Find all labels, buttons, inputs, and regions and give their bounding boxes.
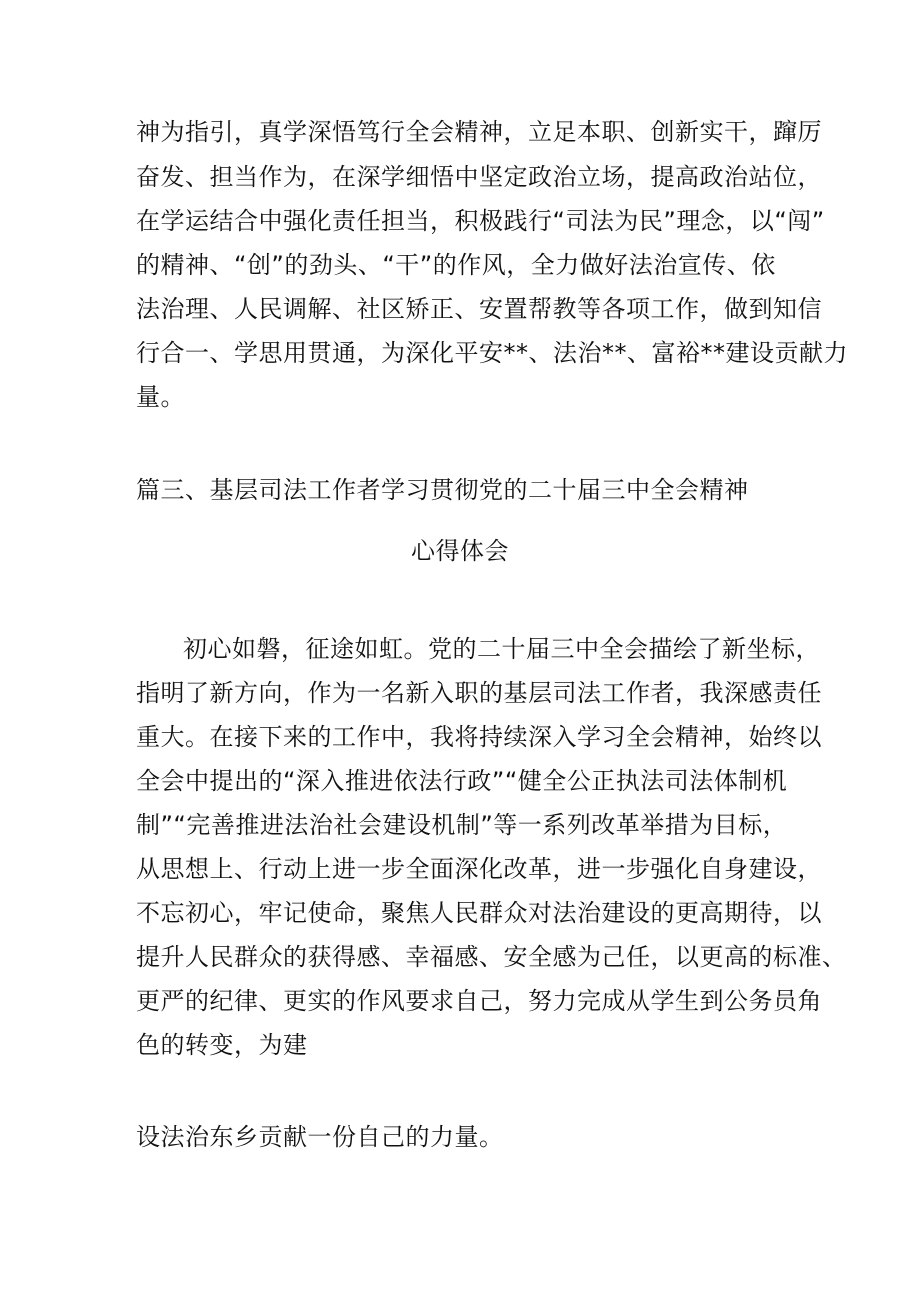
paragraph-line: 行合一、学思用贯通，为深化平安**、法治**、富裕**建设贡献力: [136, 339, 848, 367]
paragraph-line: 指明了新方向，作为一名新入职的基层司法工作者，我深感责任: [136, 679, 822, 707]
paragraph-line: 从思想上、行动上进一步全面深化改革，进一步强化自身建设，: [136, 855, 822, 883]
paragraph-line: 的精神、“创”的劲头、“干”的作风，全力做好法治宣传、依: [136, 251, 776, 279]
paragraph-line: 全会中提出的“深入推进依法行政”“健全公正执法司法体制机: [136, 767, 788, 795]
section-heading: 篇三、基层司法工作者学习贯彻党的二十届三中全会精神: [136, 476, 749, 504]
paragraph-line: 更严的纪律、更实的作风要求自己，努力完成从学生到公务员角: [136, 987, 822, 1015]
paragraph-line: 法治理、人民调解、社区矫正、安置帮教等各项工作，做到知信: [136, 295, 822, 323]
section-heading-subtitle: 心得体会: [411, 537, 509, 565]
paragraph-line: 在学运结合中强化责任担当，积极践行“司法为民”理念，以“闯”: [136, 207, 825, 235]
paragraph-line: 不忘初心，牢记使命，聚焦人民群众对法治建设的更高期待，以: [136, 899, 822, 927]
paragraph-line: 设法治东乡贡献一份自己的力量。: [136, 1123, 504, 1151]
paragraph-line: 量。: [136, 383, 185, 411]
paragraph-line: 制”“完善推进法治社会建设机制”等一系列改革举措为目标，: [136, 811, 788, 839]
paragraph-line: 神为指引，真学深悟笃行全会精神，立足本职、创新实干，蹿厉: [136, 118, 822, 146]
paragraph-line: 初心如磐，征途如虹。党的二十届三中全会描绘了新坐标，: [183, 635, 820, 663]
paragraph-line: 重大。在接下来的工作中，我将持续深入学习全会精神，始终以: [136, 723, 822, 751]
paragraph-line: 奋发、担当作为，在深学细悟中坚定政治立场，提高政治站位，: [136, 163, 822, 191]
paragraph-line: 色的转变，为建: [136, 1031, 308, 1059]
paragraph-line: 提升人民群众的获得感、幸福感、安全感为己任，以更高的标准、: [136, 943, 847, 971]
